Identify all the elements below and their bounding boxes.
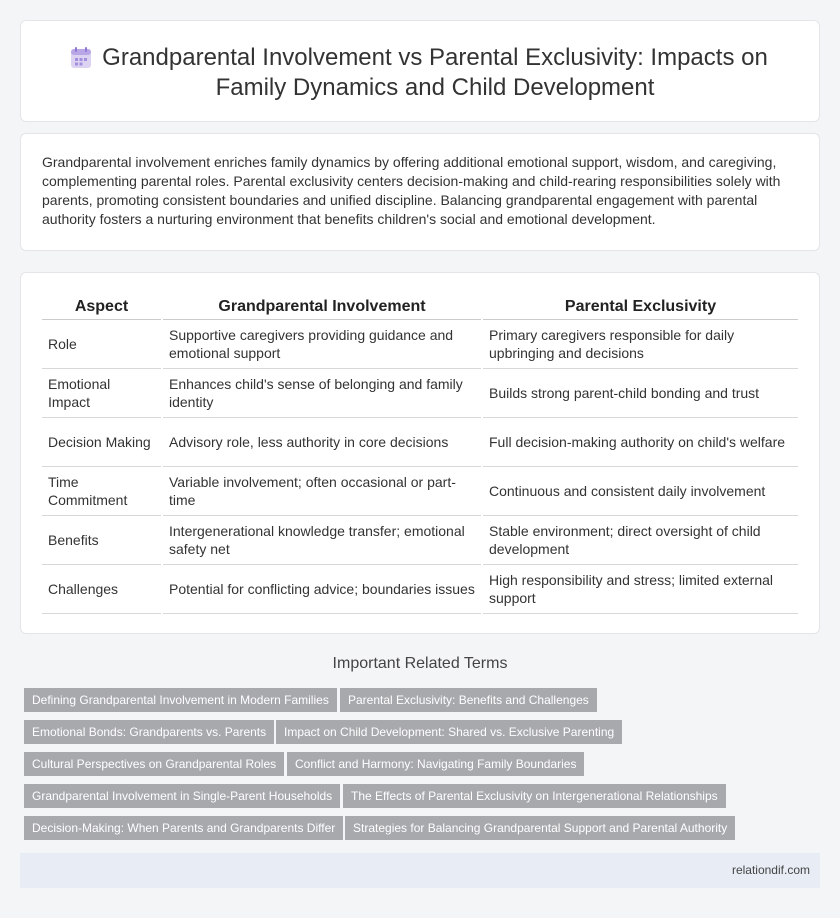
row-grandparental: Advisory role, less authority in core decisions: [162, 417, 482, 466]
row-parental: Primary caregivers responsible for daily upbringing and decisions: [482, 319, 798, 368]
row-parental: Continuous and consistent daily involvement: [482, 466, 798, 515]
row-grandparental: Intergenerational knowledge transfer; emotional safety net: [162, 515, 482, 564]
comparison-card: [20, 272, 820, 634]
table-row: [42, 417, 798, 466]
row-grandparental: Potential for conflicting advice; boundaries issues: [162, 564, 482, 613]
row-grandparental: Variable involvement; often occasional or part-time: [162, 466, 482, 515]
intro-card: [20, 133, 820, 251]
table-header-row: [42, 296, 798, 319]
row-parental: Full decision-making authority on child's welfare: [482, 417, 798, 466]
comparison-table: [42, 296, 798, 614]
row-grandparental: Supportive caregivers providing guidance and emotional support: [162, 319, 482, 368]
footer-bar: [20, 853, 820, 888]
table-row: [42, 319, 798, 368]
row-parental: Stable environment; direct oversight of child development: [482, 515, 798, 564]
header-aspect: Aspect: [42, 296, 162, 319]
table-row: [42, 368, 798, 417]
row-parental: High responsibility and stress; limited external support: [482, 564, 798, 613]
related-term-tag[interactable]: Decision-Making: When Parents and Grandparents Differ: [24, 816, 343, 840]
table-row: [42, 515, 798, 564]
row-aspect: Benefits: [42, 515, 162, 564]
row-aspect: Challenges: [42, 564, 162, 613]
related-term-tag[interactable]: Conflict and Harmony: Navigating Family Boundaries: [287, 752, 584, 776]
row-aspect: Time Commitment: [42, 466, 162, 515]
row-aspect: Role: [42, 319, 162, 368]
row-aspect: Decision Making: [42, 417, 162, 466]
related-term-tag[interactable]: Cultural Perspectives on Grandparental Roles: [24, 752, 284, 776]
related-term-tag[interactable]: Emotional Bonds: Grandparents vs. Parents: [24, 720, 274, 744]
table-row: [42, 564, 798, 613]
related-terms-heading: Important Related Terms: [332, 655, 508, 672]
related-term-tag[interactable]: Grandparental Involvement in Single-Parent Households: [24, 784, 340, 808]
header-parental: Parental Exclusivity: [482, 296, 798, 319]
site-name: relationdif.com: [731, 863, 810, 877]
title-card: [20, 20, 820, 122]
row-grandparental: Enhances child's sense of belonging and family identity: [162, 368, 482, 417]
row-parental: Builds strong parent-child bonding and trust: [482, 368, 798, 417]
row-aspect: Emotional Impact: [42, 368, 162, 417]
page-title: Grandparental Involvement vs Parental Exclusivity: Impacts on Family Dynamics and Child Development: [102, 44, 768, 101]
related-term-tag[interactable]: Strategies for Balancing Grandparental Support and Parental Authority: [345, 816, 735, 840]
related-term-tag[interactable]: Parental Exclusivity: Benefits and Challenges: [340, 688, 597, 712]
related-term-tag[interactable]: The Effects of Parental Exclusivity on Intergenerational Relationships: [343, 784, 726, 808]
related-term-tag[interactable]: Impact on Child Development: Shared vs. Exclusive Parenting: [276, 720, 622, 744]
table-row: [42, 466, 798, 515]
related-term-tag[interactable]: Defining Grandparental Involvement in Modern Families: [24, 688, 337, 712]
header-grandparental: Grandparental Involvement: [162, 296, 482, 319]
intro-paragraph: Grandparental involvement enriches family dynamics by offering additional emotional support, wisdom, and caregiving, complementing parental roles. Parental exclusivity centers decision-making and child-rearing responsibilities solely with parents, promoting consistent boundaries and unified discipline. Balancing grandparental engagement with parental authority fosters a nurturing environment that benefits children's social and emotional development.: [42, 154, 781, 227]
